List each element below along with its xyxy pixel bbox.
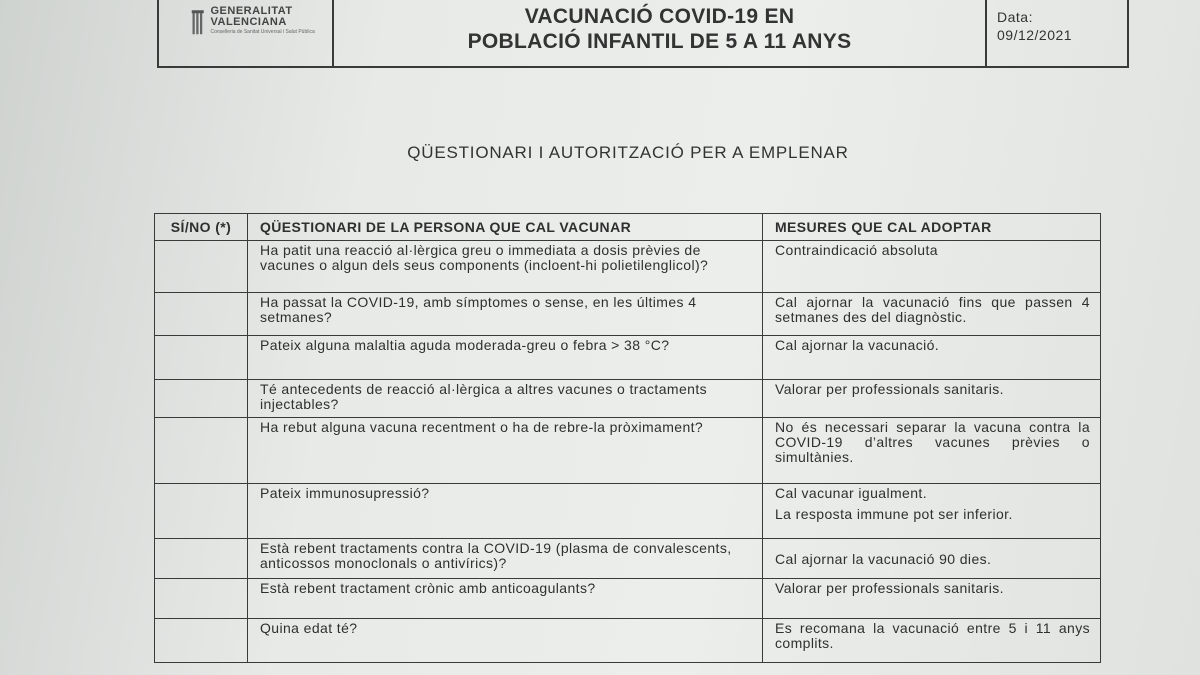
table-row [155,484,1101,539]
measure-cell [763,336,1101,380]
yes-no-cell[interactable] [155,241,248,293]
question-cell: Pateix alguna malaltia aguda moderada-greu o febra > 38 °C? [248,336,763,380]
yes-no-cell[interactable] [155,293,248,336]
yes-no-cell[interactable] [155,579,248,619]
measure-cell [763,619,1101,663]
table-row [155,579,1101,619]
logo-name: GENERALITAT VALENCIANA [210,5,293,28]
measure-text: Cal ajornar la vacunació. [775,337,940,353]
table-row [155,418,1101,484]
yes-no-cell[interactable] [155,418,248,484]
measure-cell [763,293,1101,336]
table-row [155,336,1101,380]
logo-block [159,0,334,66]
question-cell: Ha patit una reacció al·lèrgica greu o immediata a dosis prèvies de vacunes o algun dels seus components (incloent-hi polietilenglicol)? [248,241,763,293]
document-title [334,0,987,66]
question-cell: Ha rebut alguna vacuna recentment o ha de rebre-la pròximament? [248,418,763,484]
header-yes-no: SÍ/NO (*) [155,214,248,241]
measure-text: Cal vacunar igualment. [775,485,927,501]
date-value: 09/12/2021 [997,27,1073,43]
measure-cell [763,418,1101,484]
table-row [155,380,1101,418]
measure-cell [763,579,1101,619]
title-line-2: POBLACIÓ INFANTIL DE 5 A 11 ANYS [467,30,852,53]
measure-text: No és necessari separar la vacuna contra la COVID-19 d’altres vacunes prèvies o simultànies. [775,419,1090,465]
title-line-1: VACUNACIÓ COVID-19 EN [524,5,795,28]
generalitat-logo-icon [191,6,205,40]
yes-no-cell[interactable] [155,484,248,539]
table-row [155,619,1101,663]
yes-no-cell[interactable] [155,336,248,380]
date-label: Data: [997,9,1033,25]
header-question: QÜESTIONARI DE LA PERSONA QUE CAL VACUNAR [248,214,763,241]
table-row [155,293,1101,336]
measure-text: Cal ajornar la vacunació 90 dies. [775,551,992,567]
question-cell: Quina edat té? [248,619,763,663]
yes-no-cell[interactable] [155,619,248,663]
table-row [155,241,1101,293]
date-block [987,0,1127,66]
yes-no-cell[interactable] [155,539,248,579]
question-cell: Pateix immunosupressió? [248,484,763,539]
question-cell: Està rebent tractaments contra la COVID-19 (plasma de convalescents, anticossos monoclonals o antivírics)? [248,539,763,579]
question-cell: Té antecedents de reacció al·lèrgica a altres vacunes o tractaments injectables? [248,380,763,418]
document-header [157,0,1129,68]
measure-text: Contraindicació absoluta [775,242,938,258]
measure-cell [763,241,1101,293]
questionnaire-table [154,213,1101,663]
header-measure: MESURES QUE CAL ADOPTAR [763,214,1101,241]
table-header-row [155,214,1101,241]
measure-cell [763,539,1101,579]
measure-cell [763,380,1101,418]
measure-text: La resposta immune pot ser inferior. [775,506,1013,522]
logo-subtitle: Conselleria de Sanitat Universal i Salut Pública [210,29,315,35]
measure-text: Cal ajornar la vacunació fins que passen 4 setmanes des del diagnòstic. [775,294,1090,325]
yes-no-cell[interactable] [155,380,248,418]
measure-text: Valorar per professionals sanitaris. [775,381,1004,397]
question-cell: Ha passat la COVID-19, amb símptomes o sense, en les últimes 4 setmanes? [248,293,763,336]
question-cell: Està rebent tractament crònic amb anticoagulants? [248,579,763,619]
measure-cell [763,484,1101,539]
form-subtitle: QÜESTIONARI I AUTORITZACIÓ PER A EMPLENAR [407,143,849,162]
measure-text: Es recomana la vacunació entre 5 i 11 anys complits. [775,620,1090,651]
measure-text: Valorar per professionals sanitaris. [775,580,1004,596]
table-row [155,539,1101,579]
